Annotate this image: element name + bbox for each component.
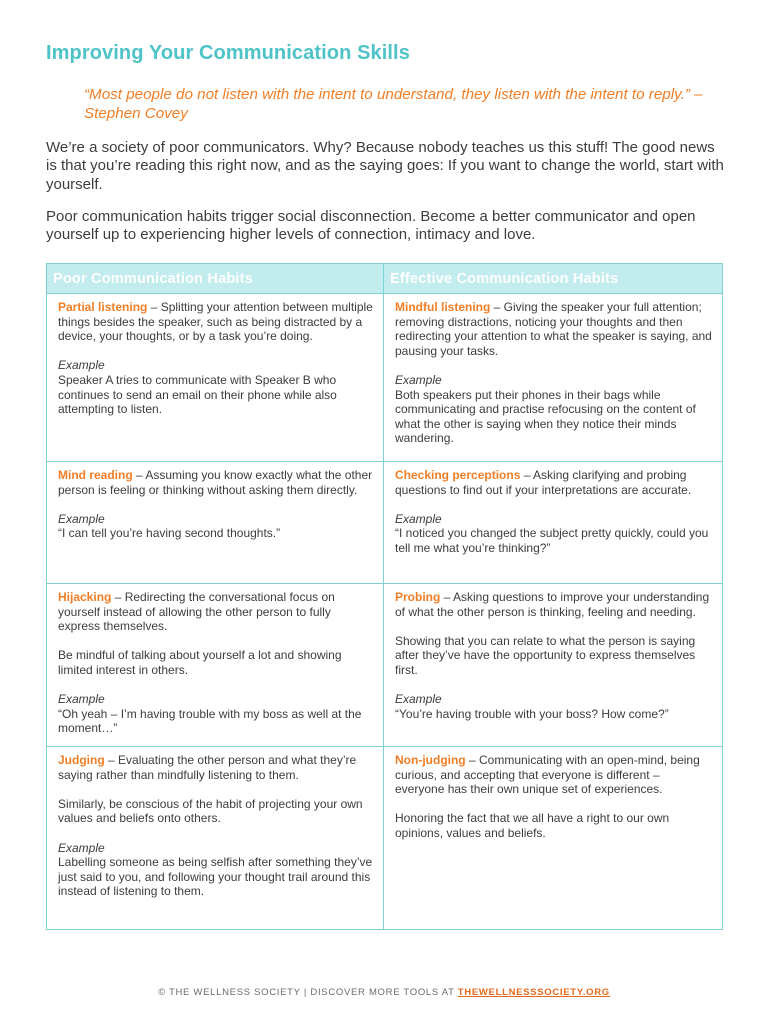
poor-habit-cell [47, 584, 384, 747]
habit-term: Partial listening [58, 300, 148, 314]
habit-example [395, 692, 712, 721]
habit-extra: Be mindful of talking about yourself a lot and showing limited interest in others. [58, 648, 342, 677]
footer-website-link[interactable]: THEWELLNESSSOCIETY.ORG [457, 987, 610, 998]
effective-habits-header: Effective Communication Habits [384, 264, 723, 294]
effective-habit-cell [384, 294, 723, 462]
poor-habit-cell [47, 746, 384, 929]
example-text: “You’re having trouble with your boss? How come?” [395, 706, 669, 721]
habit-example [58, 358, 373, 416]
poor-habit-cell [47, 462, 384, 584]
habit-description [58, 468, 373, 497]
poor-habit-cell [47, 294, 384, 462]
habit-desc-text: – Giving the speaker your full attention; removing distractions, noticing your thoughts and then redirecting your attention to what the speaker is saying, and pausing your tasks. [395, 300, 712, 358]
habit-desc-text: – Splitting your attention between multiple things besides the speaker, such as being distracted by a device, your thoughts, or by a task you’re doing. [58, 300, 373, 344]
habit-desc-text: – Evaluating the other person and what they’re saying rather than mindfully listening to them. [58, 752, 357, 782]
poor-habits-header: Poor Communication Habits [47, 264, 384, 294]
effective-habit-cell [384, 584, 723, 747]
habit-desc-text: – Communicating with an open-mind, being curious, and accepting that everyone is different – everyone has their own unique set of experiences. [395, 752, 700, 797]
habit-term: Mindful listening [395, 300, 491, 314]
example-label: Example [58, 511, 105, 526]
example-label: Example [395, 692, 442, 707]
table-row [47, 462, 723, 584]
habit-description [395, 590, 712, 619]
example-label: Example [395, 511, 442, 526]
table-header-row [47, 264, 723, 294]
habit-term: Checking perceptions [395, 468, 521, 482]
intro-paragraph-2: Poor communication habits trigger social disconnection. Become a better communicator and open yourself up to experiencing higher levels of connection, intimacy and love. [46, 208, 696, 244]
example-text: Labelling someone as being selfish after something they’ve just said to you, and following your thought trail around this instead of listening to them. [58, 855, 373, 899]
habit-term: Non-judging [395, 752, 466, 767]
habit-example [58, 512, 373, 541]
footer [0, 987, 768, 998]
habits-table [46, 263, 723, 930]
example-text: “I can tell you’re having second thoughts.” [58, 526, 281, 541]
habit-term: Judging [58, 752, 105, 767]
habit-example [58, 841, 373, 899]
example-text: Both speakers put their phones in their bags while communicating and practise refocusing on the content of what the other is saying when they notice their minds wandering. [395, 387, 696, 446]
table-row [47, 584, 723, 747]
habit-description [395, 468, 712, 497]
habit-desc-text: – Asking clarifying and probing questions to find out if your interpretations are accurate. [395, 468, 692, 497]
example-label: Example [58, 692, 105, 707]
example-label: Example [58, 358, 105, 373]
habit-description [58, 300, 373, 344]
intro-paragraph-1: We’re a society of poor communicators. Why? Because nobody teaches us this stuff! The good news is that you’re reading this right now, and as the saying goes: If you want to change the world, start with yourself. [46, 139, 724, 193]
habit-desc-text: – Assuming you know exactly what the other person is feeling or thinking without asking them directly. [58, 468, 373, 497]
habit-extra: Similarly, be conscious of the habit of projecting your own values and beliefs onto others. [58, 796, 363, 826]
habit-extra: Showing that you can relate to what the person is saying after they’ve have the opportunity to express themselves first. [395, 633, 696, 677]
habit-description [395, 300, 712, 358]
habit-example [58, 692, 373, 736]
example-text: “Oh yeah – I’m having trouble with my boss as well at the moment…” [58, 706, 362, 736]
example-label: Example [58, 840, 105, 855]
example-label: Example [395, 372, 442, 387]
example-text: Speaker A tries to communicate with Speaker B who continues to send an email on their phone while also attempting to listen. [58, 372, 337, 417]
habit-desc-text: – Redirecting the conversational focus on yourself instead of allowing the other person to fully express themselves. [58, 590, 335, 634]
habit-example [395, 373, 712, 446]
habit-term: Probing [395, 590, 441, 604]
habit-extra: Honoring the fact that we all have a right to our own opinions, values and beliefs. [395, 811, 670, 840]
habit-description [395, 753, 712, 797]
habit-term: Mind reading [58, 468, 133, 482]
effective-habit-cell [384, 462, 723, 584]
quote: “Most people do not listen with the intent to understand, they listen with the intent to reply.” – Stephen Covey [84, 86, 703, 122]
effective-habit-cell [384, 746, 723, 929]
table-row [47, 294, 723, 462]
example-text: “I noticed you changed the subject pretty quickly, could you tell me what you’re thinking?” [395, 526, 709, 555]
habit-description [58, 753, 373, 782]
habit-description [58, 590, 373, 634]
habit-term: Hijacking [58, 590, 112, 604]
table-row [47, 746, 723, 929]
habit-desc-text: – Asking questions to improve your understanding of what the other person is thinking, feeling and needing. [395, 590, 710, 619]
habit-example [395, 512, 712, 556]
page-title: Improving Your Communication Skills [46, 42, 410, 64]
footer-text: © THE WELLNESS SOCIETY | DISCOVER MORE TOOLS AT [158, 987, 458, 998]
